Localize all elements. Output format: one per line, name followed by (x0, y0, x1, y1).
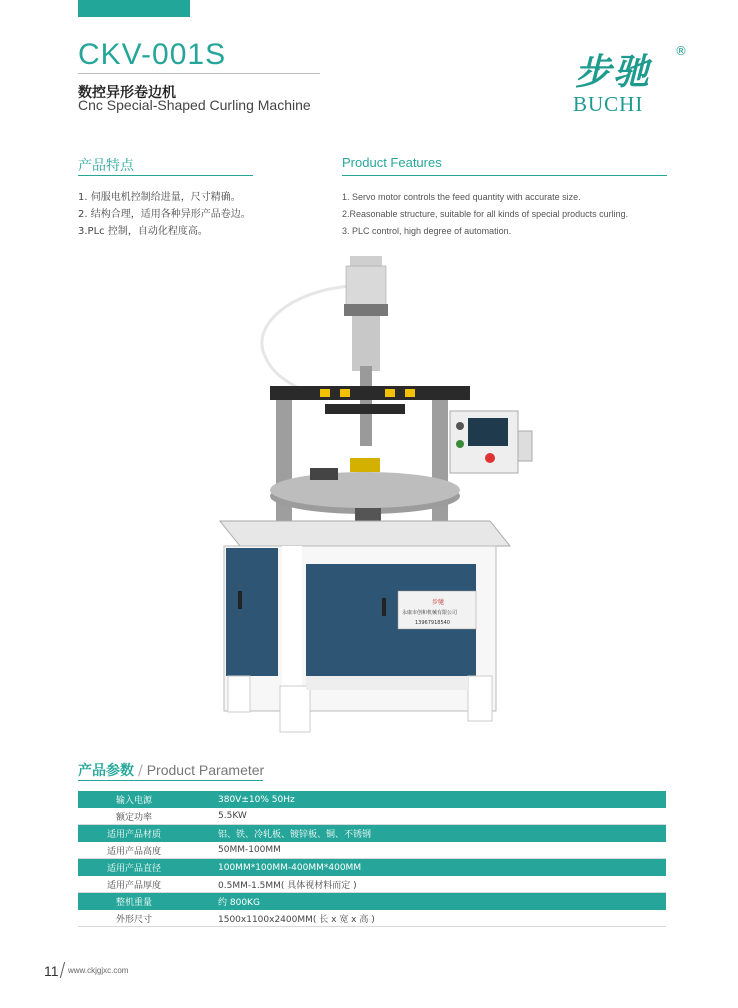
machine-photo (210, 246, 550, 736)
features-heading-cn: 产品特点 (78, 158, 134, 174)
feature-item-en: 1. Servo motor controls the feed quantity with accurate size. (342, 192, 581, 202)
plate-brand: 步驰 (432, 599, 445, 606)
param-value: 0.5MM-1.5MM( 具体视材料而定 ) (218, 880, 357, 891)
registered-mark: ® (675, 44, 687, 58)
product-title-cn: 数控异形卷边机 (78, 85, 176, 101)
param-key: 额定功率 (115, 812, 152, 823)
features-list-en (342, 189, 628, 240)
table-row (78, 791, 666, 808)
feature-item-cn: 1. 伺服电机控制给进量，尺寸精确。 (78, 192, 241, 203)
table-row (78, 808, 666, 825)
param-key: 输入电源 (115, 796, 152, 806)
parameters-table (78, 791, 666, 927)
param-key: 适用产品直径 (106, 864, 161, 874)
param-value: 50MM-100MM (218, 845, 281, 855)
brand-name-cn: 步驰 (575, 51, 652, 93)
title-divider (78, 73, 320, 74)
table-row (78, 825, 666, 842)
table-row (78, 842, 666, 859)
parameters-heading-en: Product Parameter (146, 762, 265, 778)
feature-item-cn: 2. 结构合理，适用各种异形产品卷边。 (78, 209, 251, 220)
plate-phone: 13967918540 (415, 620, 450, 626)
page-number: 11 (44, 963, 59, 979)
table-row (78, 910, 666, 927)
table-row (78, 893, 666, 910)
param-value: 100MM*100MM-400MM*400MM (218, 862, 362, 873)
param-key: 整机重量 (115, 898, 152, 908)
top-accent-tab (78, 0, 190, 17)
plate-company: 永康市创和机械有限公司 (402, 610, 458, 616)
parameters-heading (78, 760, 264, 780)
feature-item-cn: 3.PLc 控制，自动化程度高。 (78, 226, 208, 237)
table-row (78, 859, 666, 876)
features-heading-en: Product Features (342, 155, 442, 170)
feature-item-en: 3. PLC control, high degree of automation. (342, 226, 512, 236)
param-value: 铝、铁、冷轧板、镀锌板、铜、不锈钢 (218, 830, 372, 840)
param-value: 约 800KG (218, 898, 260, 908)
param-key: 适用产品高度 (106, 846, 161, 857)
model-number: CKV-001S (78, 38, 227, 71)
brand-name-en: BUCHI (573, 92, 644, 116)
param-key: 适用产品厚度 (106, 880, 161, 891)
footer-divider (60, 962, 65, 978)
features-rule-en (342, 175, 667, 176)
features-list-cn (78, 189, 251, 240)
features-rule-cn (78, 175, 253, 176)
param-value: 5.5KW (218, 811, 247, 821)
brand-logo (565, 44, 685, 114)
parameters-heading-separator: / (138, 763, 143, 779)
parameters-rule (78, 780, 263, 781)
param-value: 380V±10% 50Hz (218, 794, 295, 805)
table-row (78, 876, 666, 893)
footer-url: www.ckjgjxc.com (68, 966, 129, 975)
feature-item-en: 2.Reasonable structure, suitable for all kinds of special products curling. (342, 209, 629, 219)
param-value: 1500x1100x2400MM( 长 x 宽 x 高 ) (218, 914, 375, 925)
param-key: 外形尺寸 (115, 914, 152, 925)
param-key: 适用产品材质 (106, 830, 161, 840)
parameters-heading-cn: 产品参数 (78, 763, 134, 779)
product-title-en: Cnc Special-Shaped Curling Machine (78, 97, 311, 113)
